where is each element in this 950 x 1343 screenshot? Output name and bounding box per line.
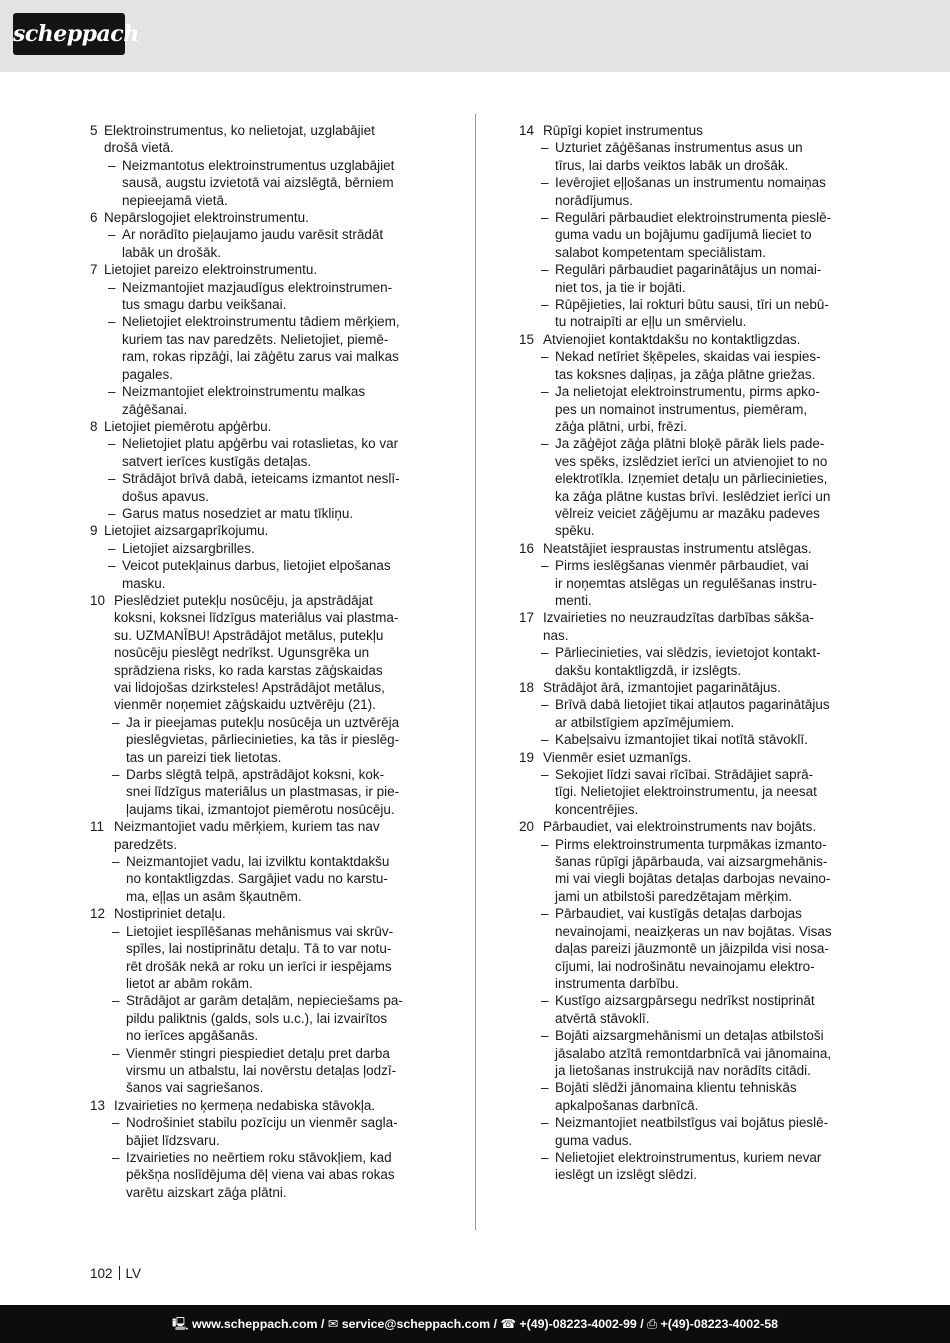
item-line: apkalpošanas darbnīcā. xyxy=(555,1097,699,1113)
section-heading xyxy=(90,905,440,922)
item-line: spīles, lai nostiprinātu detaļu. Tā to var notu- xyxy=(126,941,392,957)
safety-section-15 xyxy=(519,331,864,540)
list-item xyxy=(108,557,440,592)
item-line: lietot ar abām rokām. xyxy=(126,975,253,991)
item-line: Brīvā dabā lietojiet tikai atļautos pagarinātājus xyxy=(555,697,830,713)
page-language: LV xyxy=(125,1266,142,1281)
item-line: Ja zāģējot zāģa plātni bloķē pārāk liels pade- xyxy=(555,436,825,452)
item-line: jāsalabo atzītā remontdarbnīcā vai jānomaina, xyxy=(555,1045,832,1061)
item-line: tīgi. Nelietojiet elektroinstrumentu, ja neesat xyxy=(555,784,817,800)
item-line: Uzturiet zāģēšanas instrumentus asus un xyxy=(555,140,803,156)
section-title: Nostipriniet detaļu. xyxy=(114,906,226,922)
section-number: 20 xyxy=(519,819,535,835)
item-line: nepieejamā vietā. xyxy=(122,192,228,208)
section-heading xyxy=(90,592,440,609)
email-link[interactable]: service@scheppach.com xyxy=(341,1317,491,1331)
section-number: 7 xyxy=(90,262,98,278)
safety-section-19 xyxy=(519,749,864,819)
dash-bullet: – xyxy=(541,140,549,156)
safety-section-5 xyxy=(90,122,440,209)
dash-bullet: – xyxy=(541,993,549,1009)
item-line: Veicot putekļainus darbus, lietojiet elpošanas xyxy=(122,558,391,574)
item-line: Kustīgo aizsargpārsegu nedrīkst nostiprināt xyxy=(555,993,815,1009)
list-item xyxy=(108,383,440,418)
item-line: koncentrējies. xyxy=(555,801,639,817)
list-item xyxy=(108,313,440,383)
item-line: kuriem tas nav paredzēts. Nelietojiet, piemē- xyxy=(122,331,389,347)
item-line: instrumenta darbību. xyxy=(555,975,679,991)
list-item xyxy=(541,836,864,906)
dash-bullet: – xyxy=(541,262,549,278)
phone-icon: ☎ xyxy=(500,1317,516,1331)
section-title: Rūpīgi kopiet instrumentus xyxy=(543,123,703,138)
scheppach-logo: scheppach xyxy=(13,13,125,55)
item-line: Nodrošiniet stabilu pozīciju un vienmēr sagla- xyxy=(126,1115,398,1131)
dash-bullet: – xyxy=(112,993,120,1009)
list-item xyxy=(112,766,440,818)
item-line: snei līdzīgus materiālus un plastmasas, ir pie- xyxy=(126,784,400,800)
item-line: Neizmantojiet mazjaudīgus elektroinstrumen- xyxy=(122,279,393,295)
item-line: Regulāri pārbaudiet pagarinātājus un nomai- xyxy=(555,262,822,278)
fax-number: +(49)-08223-4002-58 xyxy=(660,1317,778,1331)
item-line: elektrotīkla. Izņemiet detaļu un pārliecinieties, xyxy=(555,471,828,487)
item-line: Darbs slēgtā telpā, apstrādājot koksni, kok- xyxy=(126,767,385,783)
list-item xyxy=(541,1149,864,1184)
item-line: Nelietojiet elektroinstrumentu tādiem mērķiem, xyxy=(122,314,400,330)
section-title: Lietojiet piemērotu apģērbu. xyxy=(104,418,272,434)
safety-section-8 xyxy=(90,418,440,522)
section-title: Vienmēr esiet uzmanīgs. xyxy=(543,749,692,765)
section-items xyxy=(519,557,864,609)
computer-icon: 🖳 xyxy=(172,1317,189,1331)
section-title: Atvienojiet kontaktdakšu no kontaktligzdas. xyxy=(543,331,801,347)
item-line: nevainojami, neaizķeras un nav bojātas. Visas xyxy=(555,923,832,939)
section-items xyxy=(519,348,864,539)
item-line: Neizmantotus elektroinstrumentus uzglabājiet xyxy=(122,157,395,173)
item-line: tus smagu darbu veikšanai. xyxy=(122,297,287,313)
item-line: menti. xyxy=(555,592,592,608)
item-line: labāk un drošāk. xyxy=(122,244,222,260)
list-item xyxy=(108,505,440,522)
item-line: Garus matus nosedziet ar matu tīkliņu. xyxy=(122,505,354,521)
item-line: virsmu un atbalstu, lai novērstu detaļas ļodzī- xyxy=(126,1062,397,1078)
safety-section-12 xyxy=(90,905,440,1096)
item-line: cījumi, lai nodrošinātu nevainojamu elektro- xyxy=(555,958,815,974)
section-heading xyxy=(90,1097,440,1114)
list-item xyxy=(108,470,440,505)
list-item xyxy=(112,1149,440,1201)
item-line: Pārbaudiet, vai kustīgās detaļas darbojas xyxy=(555,906,802,922)
section-number: 11 xyxy=(90,819,105,835)
section-body-line: vienmēr noņemiet zāģskaidu uztvērēju (21). xyxy=(114,697,376,713)
item-line: satvert ierīces kustīgās detaļas. xyxy=(122,453,312,469)
list-item xyxy=(541,1079,864,1114)
section-body-line: sprādziena risks, ko rada karstas zāģskaidas xyxy=(114,662,383,678)
section-body-line: paredzēts. xyxy=(114,836,178,852)
section-heading xyxy=(90,418,440,435)
section-heading xyxy=(519,540,864,557)
item-line: šanos vai sagriešanos. xyxy=(126,1080,264,1096)
item-line: Rūpējieties, lai rokturi būtu sausi, tīri un nebū- xyxy=(555,297,829,313)
item-line: Nelietojiet elektroinstrumentus, kuriem nevar xyxy=(555,1149,822,1165)
safety-section-11 xyxy=(90,818,440,905)
section-heading xyxy=(519,679,864,696)
fax-icon: ⎙ xyxy=(647,1317,658,1331)
dash-bullet: – xyxy=(108,157,116,173)
item-line: Pirms ieslēgšanas vienmēr pārbaudiet, vai xyxy=(555,558,809,574)
section-items xyxy=(90,923,440,1097)
section-heading xyxy=(519,122,864,139)
item-line: pes un nomainot instrumentus, piemēram, xyxy=(555,401,808,417)
section-heading xyxy=(519,818,864,835)
dash-bullet: – xyxy=(541,732,549,748)
item-line: Neizmantojiet elektroinstrumentu malkas xyxy=(122,384,366,400)
dash-bullet: – xyxy=(541,210,549,226)
item-line: Nelietojiet platu apģērbu vai rotaslietas, ko var xyxy=(122,436,399,452)
section-title: Neatstājiet iespraustas instrumentu atslēgas. xyxy=(543,540,812,556)
safety-section-6 xyxy=(90,209,440,261)
section-number: 19 xyxy=(519,749,535,765)
section-items xyxy=(90,226,440,261)
list-item xyxy=(541,1114,864,1149)
section-heading xyxy=(90,522,440,539)
dash-bullet: – xyxy=(541,349,549,365)
list-item xyxy=(112,1114,440,1149)
item-line: no kontaktligzdas. Sargājiet vadu no karstu- xyxy=(126,871,388,887)
list-item xyxy=(541,261,864,296)
item-line: šanas rūpīgi jāpārbauda, vai aizsargmehānis- xyxy=(555,854,828,870)
section-heading xyxy=(90,122,440,139)
dash-bullet: – xyxy=(541,697,549,713)
list-item xyxy=(541,209,864,261)
section-number: 17 xyxy=(519,610,535,626)
section-items xyxy=(90,853,440,905)
page-separator xyxy=(119,1266,120,1280)
section-items xyxy=(519,696,864,748)
dash-bullet: – xyxy=(108,227,116,243)
item-line: pieslēgvietas, pārliecinieties, ka tās ir pieslēg- xyxy=(126,732,400,748)
item-line: tu notraipīti ar eļļu un smērvielu. xyxy=(555,314,747,330)
item-line: ma, eļļas un asām šķautnēm. xyxy=(126,888,302,904)
list-item xyxy=(108,540,440,557)
section-items xyxy=(90,157,440,209)
safety-section-7 xyxy=(90,261,440,418)
dash-bullet: – xyxy=(108,471,116,487)
dash-bullet: – xyxy=(108,279,116,295)
item-line: Ar norādīto pieļaujamo jaudu varēsit strādāt xyxy=(122,227,384,243)
dash-bullet: – xyxy=(541,1115,549,1131)
list-item xyxy=(108,279,440,314)
page-header xyxy=(0,0,950,72)
item-line: Ja ir pieejamas putekļu nosūcēja un uztvērēja xyxy=(126,714,400,730)
list-item xyxy=(541,731,864,748)
list-item xyxy=(541,435,864,539)
safety-section-10 xyxy=(90,592,440,818)
list-item xyxy=(541,696,864,731)
item-line: ves spēks, izslēdziet ierīci un atvienojiet to no xyxy=(555,453,828,469)
list-item xyxy=(541,557,864,609)
item-line: Strādājot ar garām detaļām, nepieciešams pa- xyxy=(126,993,403,1009)
list-item xyxy=(112,714,440,766)
section-body-line: koksni, koksnei līdzīgus materiālus vai plastma- xyxy=(114,610,399,626)
section-heading xyxy=(519,331,864,348)
section-items xyxy=(519,766,864,818)
section-number: 8 xyxy=(90,418,98,434)
page-footer-number xyxy=(90,1266,141,1281)
item-line: sausā, augstu izvietotā vai aizslēgtā, bērniem xyxy=(122,175,394,191)
section-body-line: vai lidojošas dzirksteles! Apstrādājot metālus, xyxy=(114,680,385,695)
item-line: rēt drošāk nekā ar roku un ierīci ir iespējams xyxy=(126,958,392,974)
list-item xyxy=(541,296,864,331)
mail-icon: ✉ xyxy=(327,1317,339,1331)
list-item xyxy=(108,435,440,470)
section-items xyxy=(519,139,864,330)
section-heading xyxy=(90,818,440,835)
dash-bullet: – xyxy=(541,1149,549,1165)
dash-bullet: – xyxy=(541,767,549,783)
list-item xyxy=(541,905,864,992)
dash-bullet: – xyxy=(541,1080,549,1096)
item-line: varētu aizskart zāģa plātni. xyxy=(126,1184,287,1200)
list-item xyxy=(112,923,440,993)
section-title-continued: drošā vietā. xyxy=(104,140,174,156)
item-line: Regulāri pārbaudiet elektroinstrumenta pieslē- xyxy=(555,210,832,226)
dash-bullet: – xyxy=(541,436,549,452)
dash-bullet: – xyxy=(108,436,116,452)
safety-section-16 xyxy=(519,540,864,610)
item-line: Lietojiet aizsargbrilles. xyxy=(122,540,255,556)
list-item xyxy=(541,992,864,1027)
dash-bullet: – xyxy=(541,175,549,191)
item-line: Vienmēr stingri piespiediet detaļu pret darba xyxy=(126,1045,390,1061)
item-line: Bojāti aizsargmehānismi un detaļas atbilstoši xyxy=(555,1028,824,1044)
item-line: Sekojiet līdzi savai rīcībai. Strādājiet saprā- xyxy=(555,767,814,783)
item-line: pildu paliktnis (galds, sols u.c.), lai izvairītos xyxy=(126,1010,388,1026)
dash-bullet: – xyxy=(112,714,120,730)
item-line: atvērtā stāvoklī. xyxy=(555,1010,650,1026)
section-title: Izvairieties no neuzraudzītas darbības sākša- xyxy=(543,610,814,626)
section-title: Elektroinstrumentus, ko nelietojat, uzglabājiet xyxy=(104,123,375,138)
dash-bullet: – xyxy=(541,558,549,574)
item-line: Ja nelietojat elektroinstrumentu, pirms apko- xyxy=(555,384,820,400)
item-line: Kabeļsaivu izmantojiet tikai notītā stāvoklī. xyxy=(555,732,808,748)
safety-section-13 xyxy=(90,1097,440,1201)
section-heading xyxy=(519,749,864,766)
section-body-line: nosūcēju pieslēgt nedrīkst. Ugunsgrēka un xyxy=(114,645,370,661)
section-number: 12 xyxy=(90,906,106,922)
section-title: Izvairieties no ķermeņa nedabiska stāvokļa. xyxy=(114,1097,376,1113)
item-line: pēkšņa noslīdējuma dēļ viena vai abas rokas xyxy=(126,1167,395,1183)
contact-footer: 🖳 www.scheppach.com / ✉ service@scheppach.com / ☎ +(49)-08223-4002-99 / ⎙ +(49)-08223-4002-58 xyxy=(0,1305,950,1343)
dash-bullet: – xyxy=(108,558,116,574)
safety-section-9 xyxy=(90,522,440,592)
section-title: Strādājot ārā, izmantojiet pagarinātājus. xyxy=(543,680,781,695)
left-column xyxy=(90,122,440,1201)
section-number: 16 xyxy=(519,540,535,556)
section-items xyxy=(90,714,440,818)
dash-bullet: – xyxy=(108,384,116,400)
dash-bullet: – xyxy=(541,645,549,661)
item-line: guma vadu un bojājumu gadījumā lieciet to xyxy=(555,227,812,243)
column-divider xyxy=(475,114,476,1230)
section-items xyxy=(90,540,440,592)
dash-bullet: – xyxy=(541,297,549,313)
section-title: Pieslēdziet putekļu nosūcēju, ja apstrādājat xyxy=(114,592,373,608)
item-line: ar atbilstīgiem apzīmējumiem. xyxy=(555,714,735,730)
section-number: 13 xyxy=(90,1097,106,1113)
item-line: ir noņemtas atslēgas un regulēšanas instru- xyxy=(555,575,817,591)
section-number: 14 xyxy=(519,123,535,138)
section-body-line: su. UZMANĪBU! Apstrādājot metālus, putekļu xyxy=(114,627,384,643)
right-column xyxy=(519,122,864,1184)
section-title: Lietojiet aizsargaprīkojumu. xyxy=(104,523,269,539)
item-line: Pirms elektroinstrumenta turpmākas izmanto- xyxy=(555,836,827,852)
item-line: mi vai viegli bojātas detaļas darbojas nevaino- xyxy=(555,871,831,887)
section-number: 15 xyxy=(519,331,535,347)
page-number: 102 xyxy=(90,1266,113,1281)
item-line: ieslēgt un izslēgt slēdzi. xyxy=(555,1167,697,1183)
item-line: bājiet līdzsvaru. xyxy=(126,1132,220,1148)
section-heading xyxy=(519,609,864,626)
item-line: no ierīces apgāšanās. xyxy=(126,1028,259,1044)
list-item xyxy=(541,383,864,435)
list-item xyxy=(541,348,864,383)
list-item xyxy=(541,139,864,174)
safety-section-20 xyxy=(519,818,864,1184)
list-item xyxy=(541,174,864,209)
dash-bullet: – xyxy=(541,1028,549,1044)
item-line: dakšu kontaktligzdā, ir izslēgts. xyxy=(555,662,742,678)
item-line: spēku. xyxy=(555,523,595,539)
item-line: zāģēšanai. xyxy=(122,401,188,417)
item-line: Izvairieties no neērtiem roku stāvokļiem, kad xyxy=(126,1149,392,1165)
item-line: guma vadus. xyxy=(555,1132,633,1148)
dash-bullet: – xyxy=(112,1045,120,1061)
item-line: došus apavus. xyxy=(122,488,210,504)
dash-bullet: – xyxy=(108,540,116,556)
item-line: vēlreiz veiciet zāģējumu ar mazāku padeves xyxy=(555,505,820,521)
item-line: niet tos, ja tie ir bojāti. xyxy=(555,279,686,295)
item-line: ja lietošanas instrukcijā nav norādīts citādi. xyxy=(555,1062,811,1078)
safety-section-14 xyxy=(519,122,864,331)
item-line: masku. xyxy=(122,575,166,591)
section-title: Lietojiet pareizo elektroinstrumentu. xyxy=(104,262,318,278)
list-item xyxy=(541,766,864,818)
section-title: Pārbaudiet, vai elektroinstruments nav bojāts. xyxy=(543,819,817,835)
item-line: zāģa plātni, urbi, frēzi. xyxy=(555,418,688,434)
item-line: tīrus, lai darbs veiktos labāk un drošāk. xyxy=(555,157,789,173)
item-line: salabot kompetentam speciālistam. xyxy=(555,244,766,260)
item-line: pagales. xyxy=(122,366,174,382)
section-heading xyxy=(90,261,440,278)
section-number: 18 xyxy=(519,680,535,695)
dash-bullet: – xyxy=(112,1149,120,1165)
safety-section-17 xyxy=(519,609,864,679)
dash-bullet: – xyxy=(108,505,116,521)
item-line: Strādājot brīvā dabā, ieteicams izmantot neslī- xyxy=(122,471,400,487)
list-item xyxy=(108,157,440,209)
website-link[interactable]: www.scheppach.com xyxy=(191,1317,318,1331)
section-items xyxy=(90,279,440,418)
list-item xyxy=(541,1027,864,1079)
item-line: Lietojiet iespīlēšanas mehānismus vai skrūv- xyxy=(126,923,394,939)
safety-section-18 xyxy=(519,679,864,749)
section-title: Neizmantojiet vadu mērķiem, kuriem tas nav xyxy=(114,819,380,835)
section-items xyxy=(519,836,864,1184)
item-line: Ievērojiet eļļošanas un instrumentu nomaiņas xyxy=(555,175,826,191)
item-line: jami un atbilstoši paredzētajam mērķim. xyxy=(555,888,793,904)
section-number: 9 xyxy=(90,523,98,539)
item-line: Nekad netīriet šķēpeles, skaidas vai iespies- xyxy=(555,349,821,365)
list-item xyxy=(112,1045,440,1097)
section-items xyxy=(90,1114,440,1201)
section-number: 5 xyxy=(90,123,98,138)
item-line: Neizmantojiet vadu, lai izvilktu kontaktdakšu xyxy=(126,854,390,870)
list-item xyxy=(112,853,440,905)
item-line: tas koksnes daļiņas, ja zāģa plātne griežas. xyxy=(555,366,816,382)
dash-bullet: – xyxy=(108,314,116,330)
dash-bullet: – xyxy=(541,836,549,852)
item-line: Neizmantojiet neatbilstīgus vai bojātus pieslē- xyxy=(555,1115,829,1131)
section-number: 10 xyxy=(90,592,106,608)
item-line: ļaujams tikai, izmantojot piemērotu nosūcēju. xyxy=(126,801,395,817)
section-items xyxy=(90,435,440,522)
item-line: ram, rokas ripzāģi, lai zāģētu zarus vai malkas xyxy=(122,349,399,365)
dash-bullet: – xyxy=(112,923,120,939)
section-title: Nepārslogojiet elektroinstrumentu. xyxy=(104,210,309,226)
list-item xyxy=(541,644,864,679)
dash-bullet: – xyxy=(112,854,120,870)
section-items xyxy=(519,644,864,679)
item-line: norādījumus. xyxy=(555,192,634,208)
section-number: 6 xyxy=(90,210,98,226)
list-item xyxy=(112,992,440,1044)
list-item xyxy=(108,226,440,261)
dash-bullet: – xyxy=(541,384,549,400)
item-line: Pārliecinieties, vai slēdzis, ievietojot kontakt- xyxy=(555,645,821,661)
phone-number: +(49)-08223-4002-99 xyxy=(519,1317,637,1331)
section-body-line: nas. xyxy=(543,627,569,643)
item-line: tas un pareizi tiek lietotas. xyxy=(126,749,282,765)
item-line: Bojāti slēdži jānomaina klientu tehniskās xyxy=(555,1080,797,1096)
section-heading xyxy=(90,209,440,226)
item-line: daļas pareizi jāuzmontē un jāizpilda visi nosa- xyxy=(555,941,829,957)
dash-bullet: – xyxy=(112,767,120,783)
item-line: ka zāģa plātne kustas brīvi. Ieslēdziet ierīci un xyxy=(555,488,831,504)
dash-bullet: – xyxy=(112,1115,120,1131)
dash-bullet: – xyxy=(541,906,549,922)
